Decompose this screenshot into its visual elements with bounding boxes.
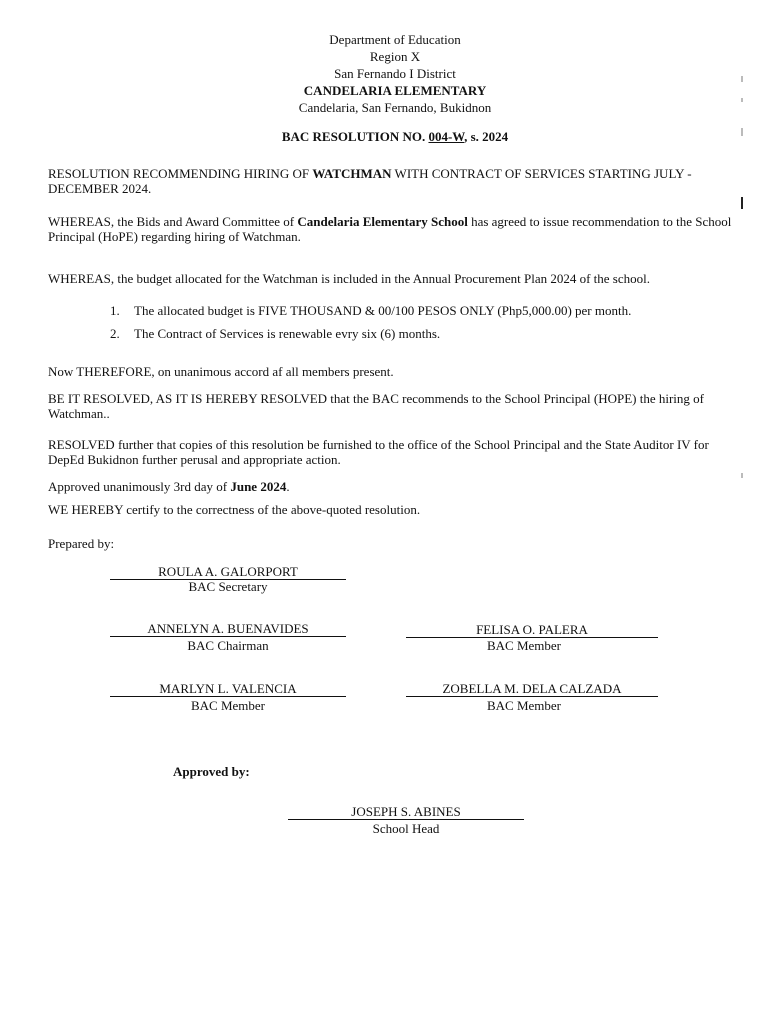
resolved-paragraph-2: RESOLVED further that copies of this resolution be furnished to the office of the School Principal and the State Auditor IV for DepEd Bukidnon further perusal and appropriate action.	[48, 437, 709, 467]
certify-line: WE HEREBY certify to the correctness of the above-quoted resolution.	[48, 502, 421, 517]
approval-date: June 2024	[230, 479, 287, 494]
edge-artifact	[741, 197, 743, 209]
approval-date-line	[48, 479, 743, 494]
list-item	[110, 326, 440, 341]
edge-artifact	[741, 473, 743, 478]
title-pre: RESOLUTION RECOMMENDING HIRING OF	[48, 166, 313, 181]
list-item-text: The Contract of Services is renewable evry six (6) months.	[134, 326, 441, 341]
approval-post: .	[286, 479, 290, 494]
header-school-name: CANDELARIA ELEMENTARY	[303, 83, 487, 98]
therefore-paragraph: Now THEREFORE, on unanimous accord af all members present.	[48, 364, 394, 379]
signatory-name-member-3: ZOBELLA M. DELA CALZADA	[406, 682, 658, 697]
header-department: Department of Education	[329, 32, 461, 47]
title-post: WITH CONTRACT OF SERVICES STARTING JULY - DECEMBER 2024.	[48, 166, 692, 196]
signatory-name-chairman: ANNELYN A. BUENAVIDES	[110, 622, 346, 637]
title-position: WATCHMAN	[312, 166, 392, 181]
whereas-paragraph-1	[48, 214, 743, 244]
edge-artifact	[741, 76, 743, 82]
signatory-role-chairman: BAC Chairman	[187, 638, 269, 653]
resolution-title	[48, 166, 743, 196]
whereas1-post: has agreed to issue recommendation to the School Principal (HoPE) regarding hiring of Watchman.	[48, 214, 732, 244]
signatory-role-secretary: BAC Secretary	[188, 579, 268, 594]
whereas-paragraph-2: WHEREAS, the budget allocated for the Watchman is included in the Annual Procurement Plan 2024 of the school.	[48, 271, 650, 286]
approved-by-label: Approved by:	[173, 764, 250, 779]
list-item	[110, 303, 631, 318]
resolution-suffix: , s. 2024	[464, 129, 509, 144]
header-region: Region X	[369, 49, 421, 64]
header-address: Candelaria, San Fernando, Bukidnon	[298, 100, 492, 115]
signatory-name-school-head: JOSEPH S. ABINES	[288, 805, 524, 820]
list-item-text: The allocated budget is FIVE THOUSAND & 00/100 PESOS ONLY (Php5,000.00) per month.	[134, 303, 632, 318]
list-item-number: 2.	[110, 326, 120, 341]
resolution-code: 004-W	[428, 129, 465, 144]
edge-artifact	[741, 98, 743, 102]
list-item-number: 1.	[110, 303, 120, 318]
approval-pre: Approved unanimously 3rd day of	[48, 479, 231, 494]
resolution-number	[0, 128, 768, 145]
signatory-role-school-head: School Head	[372, 821, 440, 836]
header-district: San Fernando I District	[334, 66, 456, 81]
signatory-role-member-2: BAC Member	[190, 698, 266, 713]
whereas1-school: Candelaria Elementary School	[297, 214, 468, 229]
signatory-name-member-1: FELISA O. PALERA	[406, 623, 658, 638]
resolved-paragraph-1: BE IT RESOLVED, AS IT IS HEREBY RESOLVED that the BAC recommends to the School Principal (HOPE) the hiring of Watchman..	[48, 391, 704, 421]
signatory-name-secretary: ROULA A. GALORPORT	[110, 565, 346, 580]
prepared-by-label: Prepared by:	[48, 536, 115, 551]
whereas1-pre: WHEREAS, the Bids and Award Committee of	[48, 214, 298, 229]
edge-artifact	[741, 128, 743, 136]
signatory-role-member-3: BAC Member	[486, 698, 562, 713]
signatory-name-member-2: MARLYN L. VALENCIA	[110, 682, 346, 697]
signatory-role-member-1: BAC Member	[486, 638, 562, 653]
resolution-prefix: BAC RESOLUTION NO.	[281, 129, 429, 144]
